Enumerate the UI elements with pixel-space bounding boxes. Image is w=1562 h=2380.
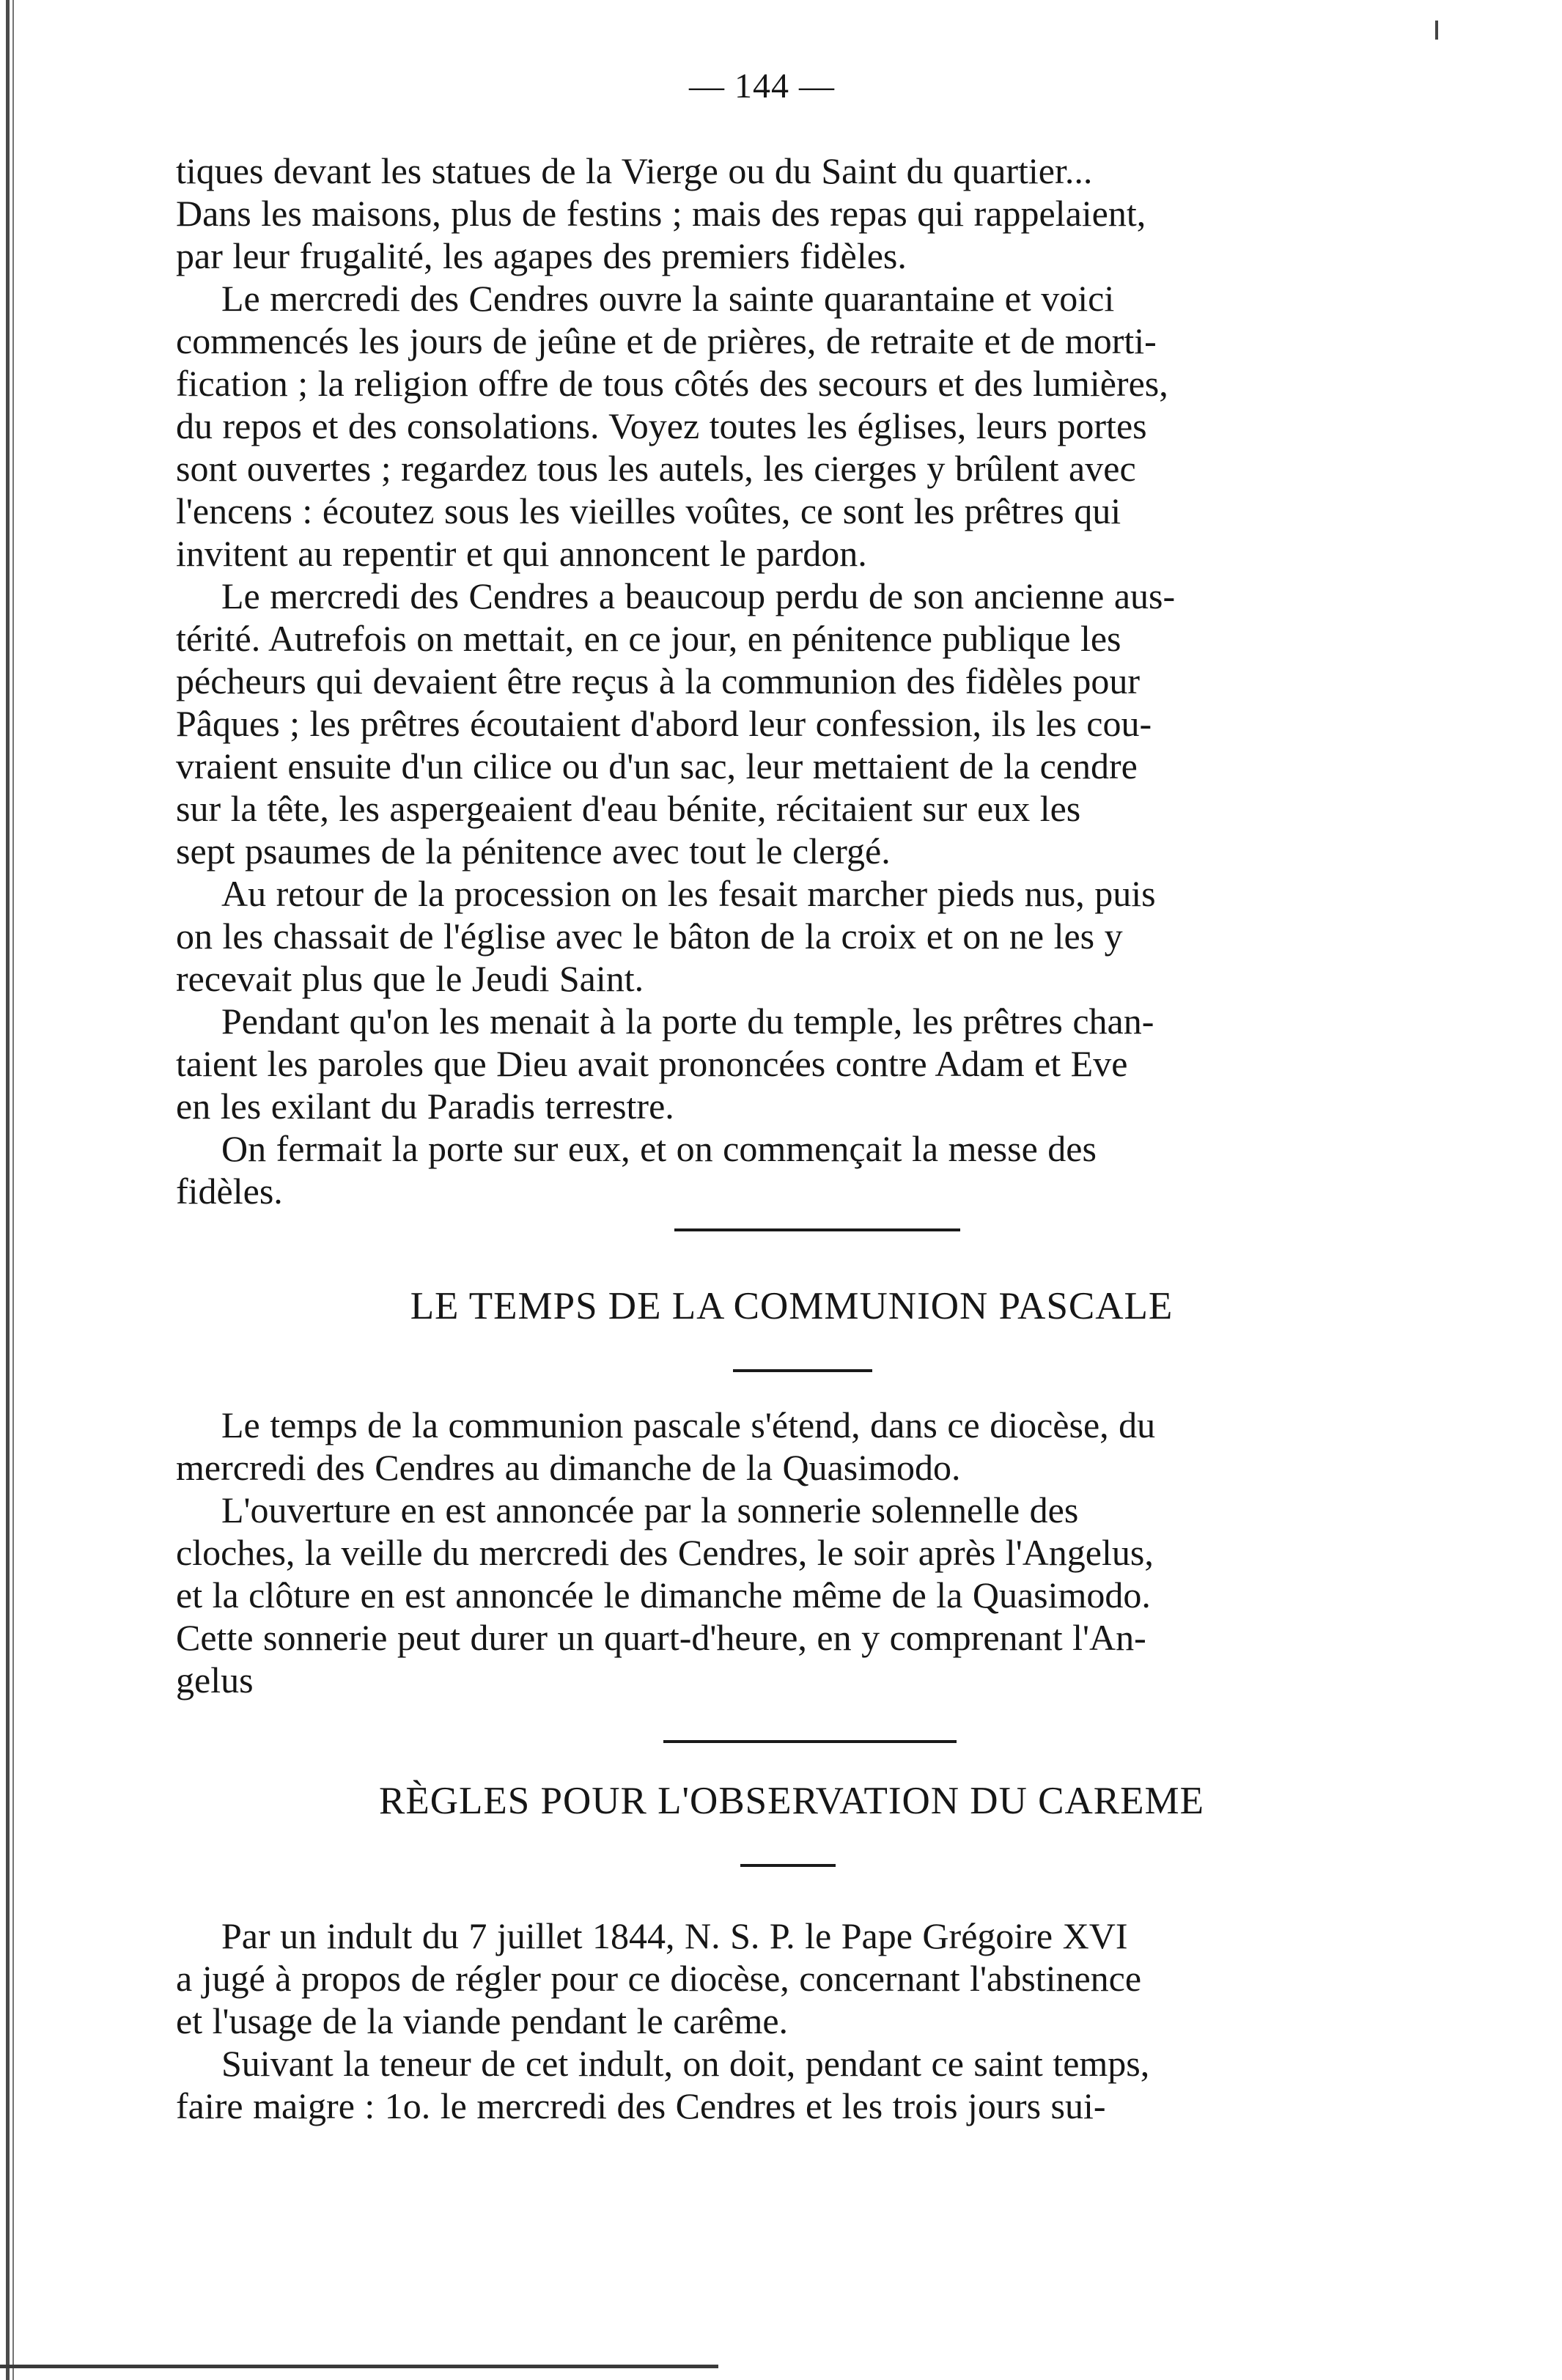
divider-rule xyxy=(674,1228,960,1231)
text-line: invitent au repentir et qui annoncent le pardon. xyxy=(176,533,867,574)
text-line: par leur frugalité, les agapes des premiers fidèles. xyxy=(176,235,907,276)
text-line: Pâques ; les prêtres écoutaient d'abord leur confession, ils les cou- xyxy=(176,703,1152,744)
text-line: fidèles. xyxy=(176,1171,283,1212)
text-line: pécheurs qui devaient être reçus à la communion des fidèles pour xyxy=(176,660,1141,701)
text-line: On fermait la porte sur eux, et on commençait la messe des xyxy=(221,1128,1097,1169)
print-mark xyxy=(1435,21,1438,40)
page-edge-bottom xyxy=(0,2365,718,2368)
section-heading: LE TEMPS DE LA COMMUNION PASCALE xyxy=(410,1285,1174,1327)
text-line: térité. Autrefois on mettait, en ce jour, en pénitence publique les xyxy=(176,618,1121,659)
text-line: sept psaumes de la pénitence avec tout le clergé. xyxy=(176,830,891,872)
text-line: l'encens : écoutez sous les vieilles voûtes, ce sont les prêtres qui xyxy=(176,490,1121,531)
text-line: cloches, la veille du mercredi des Cendres, le soir après l'Angelus, xyxy=(176,1532,1154,1573)
text-line: en les exilant du Paradis terrestre. xyxy=(176,1086,674,1127)
text-line: Pendant qu'on les menait à la porte du temple, les prêtres chan- xyxy=(221,1001,1154,1042)
text-line: et la clôture en est annoncée le dimanche même de la Quasimodo. xyxy=(176,1574,1151,1615)
text-line: Suivant la teneur de cet indult, on doit, pendant ce saint temps, xyxy=(221,2043,1150,2084)
text-line: Au retour de la procession on les fesait marcher pieds nus, puis xyxy=(221,873,1156,914)
text-line: Par un indult du 7 juillet 1844, N. S. P. le Pape Grégoire XVI xyxy=(221,1915,1128,1956)
body-text-section-3 xyxy=(176,1915,1407,2127)
text-line: et l'usage de la viande pendant le carême. xyxy=(176,2000,789,2041)
text-line: L'ouverture en est annoncée par la sonnerie solennelle des xyxy=(221,1489,1079,1530)
text-line: sur la tête, les aspergeaient d'eau bénite, récitaient sur eux les xyxy=(176,788,1081,829)
body-text-section-1 xyxy=(176,150,1407,1212)
text-line: sont ouvertes ; regardez tous les autels, les cierges y brûlent avec xyxy=(176,448,1136,489)
text-line: Cette sonnerie peut durer un quart-d'heure, en y comprenant l'An- xyxy=(176,1617,1146,1658)
text-line: fication ; la religion offre de tous côtés des secours et des lumières, xyxy=(176,363,1168,404)
text-line: commencés les jours de jeûne et de prières, de retraite et de morti- xyxy=(176,320,1157,361)
page-edge-left xyxy=(6,0,16,2380)
divider-rule-short xyxy=(733,1369,872,1372)
divider-rule-short xyxy=(740,1864,836,1867)
text-line: Dans les maisons, plus de festins ; mais des repas qui rappelaient, xyxy=(176,193,1146,234)
body-text-section-2 xyxy=(176,1404,1407,1701)
text-line: mercredi des Cendres au dimanche de la Quasimodo. xyxy=(176,1447,961,1488)
divider-rule xyxy=(663,1740,957,1743)
text-line: gelus xyxy=(176,1659,254,1701)
text-line: Le mercredi des Cendres a beaucoup perdu de son ancienne aus- xyxy=(221,575,1176,616)
page-number: — 144 — xyxy=(689,67,835,106)
text-line: du repos et des consolations. Voyez toutes les églises, leurs portes xyxy=(176,405,1147,446)
text-line: a jugé à propos de régler pour ce diocèse, concernant l'abstinence xyxy=(176,1958,1142,1999)
text-line: taient les paroles que Dieu avait prononcées contre Adam et Eve xyxy=(176,1043,1128,1084)
text-line: Le mercredi des Cendres ouvre la sainte quarantaine et voici xyxy=(221,278,1115,319)
text-line: vraient ensuite d'un cilice ou d'un sac, leur mettaient de la cendre xyxy=(176,745,1138,786)
text-line: recevait plus que le Jeudi Saint. xyxy=(176,958,644,999)
text-line: faire maigre : 1o. le mercredi des Cendres et les trois jours sui- xyxy=(176,2085,1106,2126)
text-line: tiques devant les statues de la Vierge ou du Saint du quartier... xyxy=(176,150,1093,191)
section-heading: RÈGLES POUR L'OBSERVATION DU CAREME xyxy=(379,1780,1204,1822)
text-line: on les chassait de l'église avec le bâton de la croix et on ne les y xyxy=(176,915,1123,957)
text-line: Le temps de la communion pascale s'étend, dans ce diocèse, du xyxy=(221,1404,1156,1445)
